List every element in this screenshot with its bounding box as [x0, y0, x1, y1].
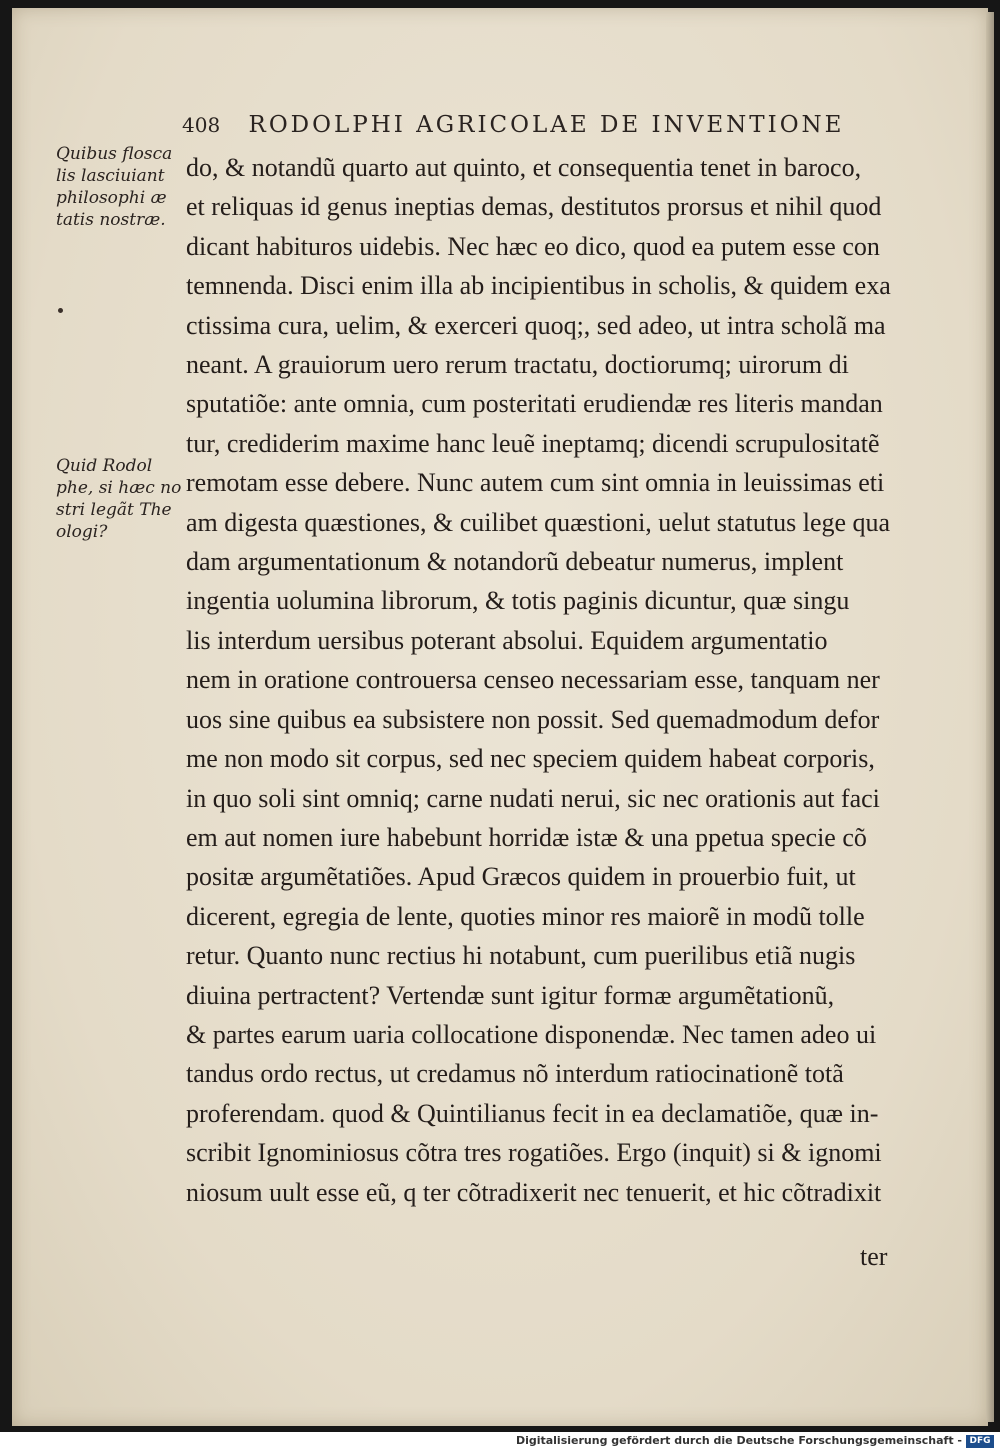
text-line: in quo soli sint omniq; carne nudati nerui, sic nec orationis aut faci [186, 783, 880, 813]
text-line: et reliquas id genus ineptias demas, destitutos prorsus et nihil quod [186, 192, 882, 222]
ink-dot [58, 308, 63, 313]
text-line: ctissima cura, uelim, & exerceri quoq;, sed adeo, ut intra scholã ma [186, 310, 886, 340]
running-head-title: RODOLPHI AGRICOLAE DE INVENTIONE [248, 112, 845, 138]
text-line: dicant habituros uidebis. Nec hæc eo dico, quod ea putem esse con [186, 231, 880, 261]
dfg-logo-icon: DFG [966, 1435, 994, 1448]
text-line: neant. A grauiorum uero rerum tractatu, doctiorumq; uirorum di [186, 350, 849, 380]
footer-credit: Digitalisierung gefördert durch die Deutsche Forschungsgemeinschaft - [515, 1434, 962, 1447]
text-line: remotam esse debere. Nunc autem cum sint omnia in leuissimas eti [186, 468, 885, 498]
text-line: tandus ordo rectus, ut credamus nõ interdum ratiocinationẽ totã [186, 1059, 844, 1089]
margin-note-line: tatis nostræ. [56, 210, 166, 230]
text-line: dam argumentationum & notandorũ debeatur numerus, implent [186, 547, 844, 577]
margin-note-line: lis lasciuiant [56, 166, 165, 186]
text-line: diuina pertractent? Vertendæ sunt igitur formæ argumẽtationũ, [186, 980, 835, 1010]
text-line: tur, crediderim maxime hanc leuẽ ineptamq; dicendi scrupulositatẽ [186, 428, 880, 458]
footer-bar [0, 1432, 1000, 1452]
text-line: do, & notandũ quarto aut quinto, et consequentia tenet in baroco, [186, 153, 862, 182]
margin-note-line: philosophi æ [56, 188, 167, 208]
page-number: 408 [182, 113, 221, 137]
catchword: ter [860, 1242, 888, 1271]
margin-note-line: ologi? [56, 522, 108, 542]
text-line: sputatiõe: ante omnia, cum posteritati erudiendæ res literis mandan [186, 389, 883, 419]
text-line: positæ argumẽtatiões. Apud Græcos quidem in prouerbio fuit, ut [186, 862, 856, 892]
text-line: proferendam. quod & Quintilianus fecit in ea declamatiõe, quæ in- [186, 1098, 879, 1128]
text-line: dicerent, egregia de lente, quoties minor res maiorẽ in modũ tolle [186, 901, 865, 931]
margin-note-line: phe, si hæc no [56, 478, 182, 498]
text-line: em aut nomen iure habebunt horridæ istæ & una ppetua specie cõ [186, 822, 867, 852]
text-line: scribit Ignominiosus cõtra tres rogatiões. Ergo (inquit) si & ignomi [186, 1138, 882, 1168]
margin-note [56, 455, 186, 543]
text-line: nem in oratione controuersa censeo necessariam esse, tanquam ner [186, 665, 880, 695]
text-line: retur. Quanto nunc rectius hi notabunt, cum puerilibus etiã nugis [186, 941, 856, 971]
body-text [186, 148, 916, 1212]
text-line: lis interdum uersibus poterant absolui. Equidem argumentatio [186, 625, 828, 655]
text-line: & partes earum uaria collocatione disponendæ. Nec tamen adeo ui [186, 1019, 877, 1049]
margin-note [56, 143, 186, 231]
text-line: uos sine quibus ea subsistere non possit. Sed quemadmodum defor [186, 704, 880, 734]
margin-note-line: stri legãt The [56, 500, 172, 520]
text-line: temnenda. Disci enim illa ab incipientibus in scholis, & quidem exa [186, 271, 891, 301]
page-edge [986, 12, 994, 1422]
margin-note-line: Quibus flosca [56, 144, 173, 164]
text-line: me non modo sit corpus, sed nec speciem quidem habeat corporis, [186, 744, 875, 774]
text-line: niosum uult esse eũ, q ter cõtradixerit nec tenuerit, et hic cõtradixit [186, 1177, 882, 1207]
text-line: ingentia uolumina librorum, & totis paginis dicuntur, quæ singu [186, 586, 850, 616]
margin-note-line: Quid Rodol [56, 456, 153, 476]
text-line: am digesta quæstiones, & cuilibet quæstioni, uelut statutus lege qua [186, 507, 891, 537]
running-head [182, 112, 912, 138]
